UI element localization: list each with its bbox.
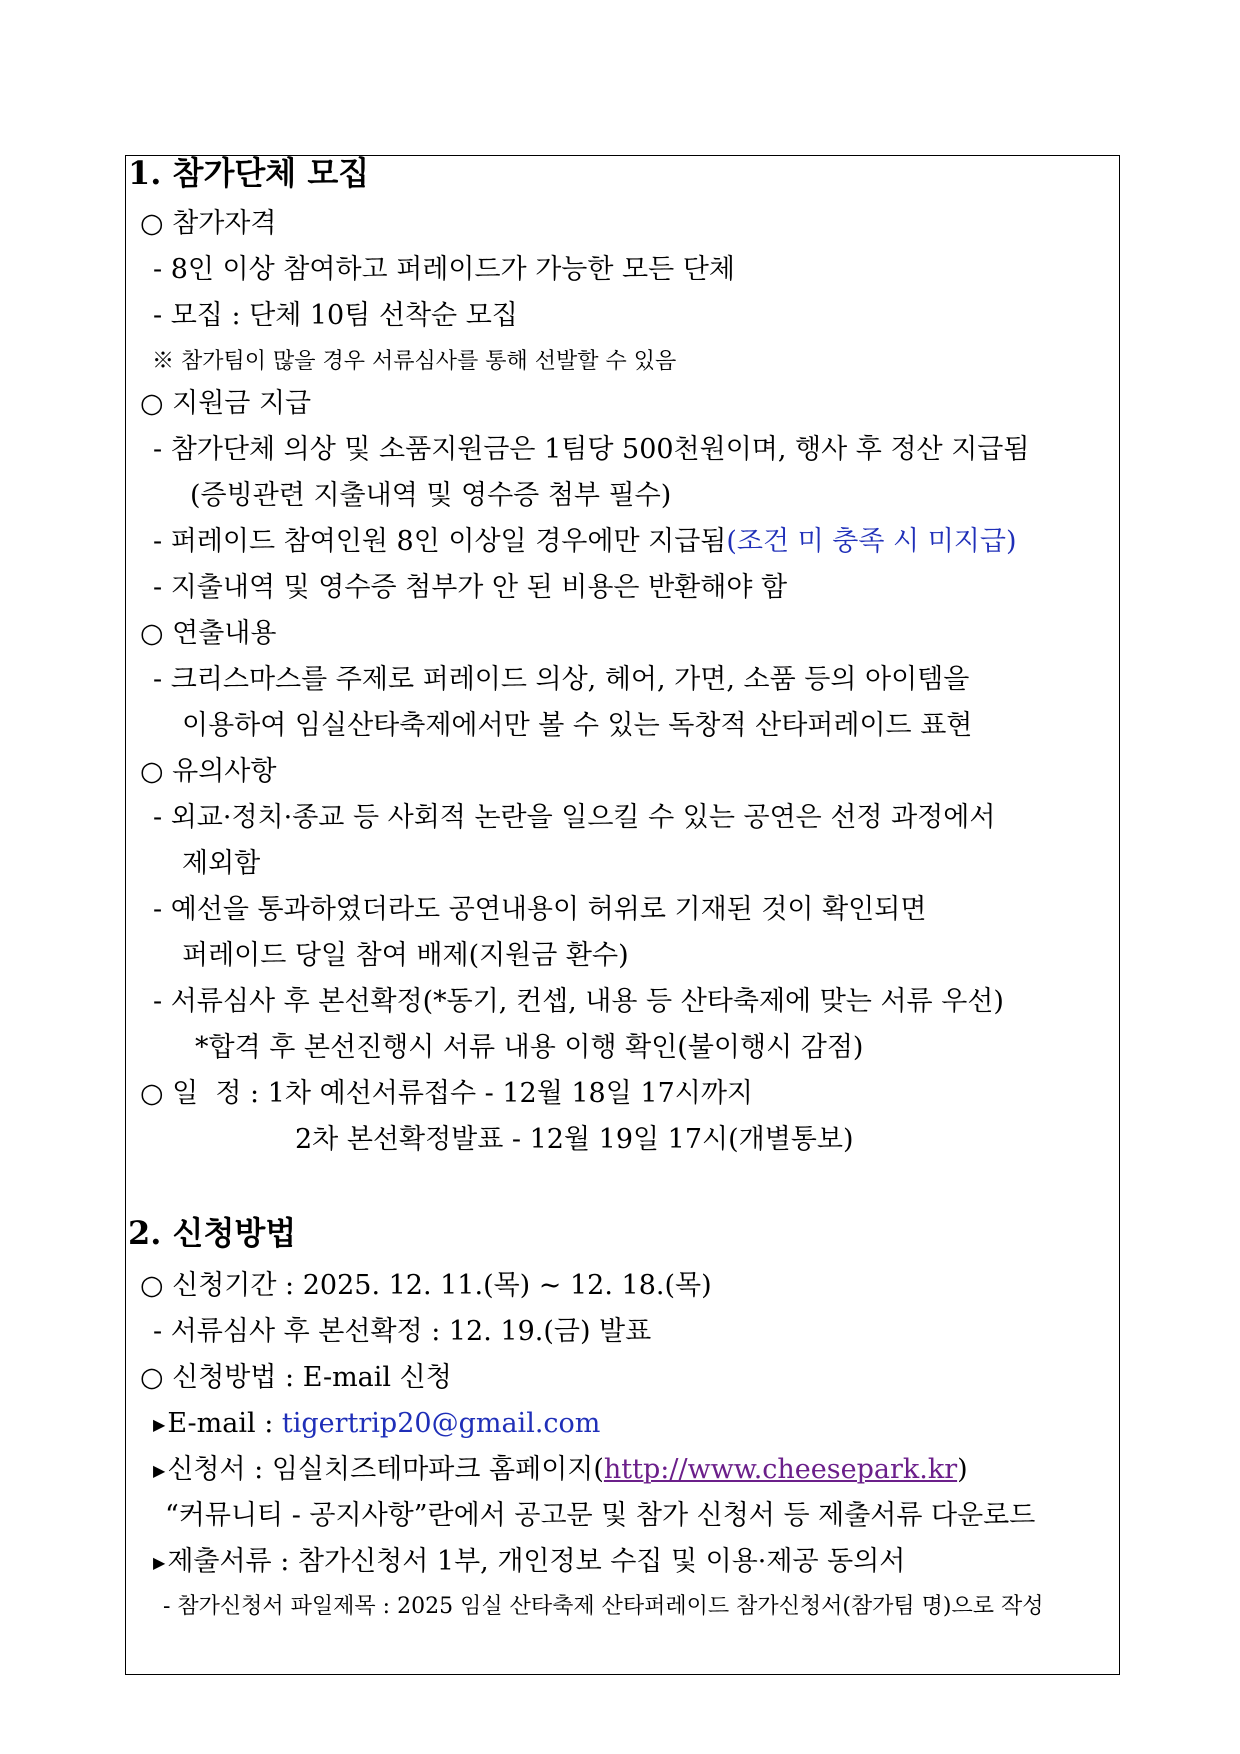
form-row: ▶신청서 : 임실치즈테마파크 홈페이지(http://www.cheesepark.kr) [153,1453,968,1488]
download-instruction: “커뮤니티 - 공지사항”란에서 공고문 및 참가 신청서 등 제출서류 다운로드 [165,1500,1036,1531]
section-heading-recruit: 1. 참가단체 모집 [128,154,370,192]
triangle-right-icon: ▶ [153,1552,166,1572]
apply-method: ○ 신청방법 : E-mail 신청 [140,1362,452,1393]
direction-item-cont: 이용하여 임실산타축제에서만 볼 수 있는 독창적 산타퍼레이드 표현 [182,710,973,741]
schedule-line: ○ 일 정 : 1차 예선서류접수 - 12월 18일 17시까지 [140,1078,753,1109]
caution-item: - 서류심사 후 본선확정(*동기, 컨셉, 내용 등 산타축제에 맞는 서류 우선) [153,986,1004,1017]
schedule-line: 2차 본선확정발표 - 12월 19일 17시(개별통보) [295,1124,854,1155]
triangle-right-icon: ▶ [153,1414,166,1434]
direction-title: ○ 연출내용 [140,618,277,649]
email-link[interactable]: tigertrip20@gmail.com [281,1408,601,1439]
filename-note: - 참가신청서 파일제목 : 2025 임실 산타축제 산타퍼레이드 참가신청서(참가팀 명)으로 작성 [163,1594,1044,1619]
caution-item-cont: *합격 후 본선진행시 서류 내용 이행 확인(불이행시 감점) [195,1032,864,1063]
homepage-link[interactable]: http://www.cheesepark.kr [603,1454,958,1485]
subsidy-item-cont: (증빙관련 지출내역 및 영수증 첨부 필수) [190,480,672,511]
qualification-note: ※ 참가팀이 많을 경우 서류심사를 통해 선발할 수 있음 [152,349,677,374]
docs-row: ▶제출서류 : 참가신청서 1부, 개인정보 수집 및 이용·제공 동의서 [153,1545,905,1580]
apply-period: ○ 신청기간 : 2025. 12. 11.(목) ~ 12. 18.(목) [140,1270,712,1301]
qualification-item: - 8인 이상 참여하고 퍼레이드가 가능한 모든 단체 [153,254,735,285]
subsidy-title: ○ 지원금 지급 [140,388,312,419]
direction-item: - 크리스마스를 주제로 퍼레이드 의상, 헤어, 가면, 소품 등의 아이템을 [153,664,970,695]
subsidy-item: - 참가단체 의상 및 소품지원금은 1팀당 500천원이며, 행사 후 정산 지급됨 [153,434,1030,465]
caution-item: - 외교·정치·종교 등 사회적 논란을 일으킬 수 있는 공연은 선정 과정에서 [153,802,996,833]
subsidy-item: - 지출내역 및 영수증 첨부가 안 된 비용은 반환해야 함 [153,572,788,603]
email-row: ▶E-mail : tigertrip20@gmail.com [153,1407,600,1442]
qualification-title: ○ 참가자격 [140,208,277,239]
caution-item-cont: 퍼레이드 당일 참여 배제(지원금 환수) [182,940,629,971]
section-heading-apply: 2. 신청방법 [128,1214,297,1252]
qualification-item: - 모집 : 단체 10팀 선착순 모집 [153,300,518,331]
caution-item: - 예선을 통과하였더라도 공연내용이 허위로 기재된 것이 확인되면 [153,894,927,925]
triangle-right-icon: ▶ [153,1460,166,1480]
subsidy-condition-note: (조건 미 충족 시 미지급) [726,526,1017,557]
caution-item-cont: 제외함 [182,848,261,879]
apply-review: - 서류심사 후 본선확정 : 12. 19.(금) 발표 [153,1316,652,1347]
caution-title: ○ 유의사항 [140,756,277,787]
subsidy-item: - 퍼레이드 참여인원 8인 이상일 경우에만 지급됨(조건 미 충족 시 미지급) [153,526,1017,557]
